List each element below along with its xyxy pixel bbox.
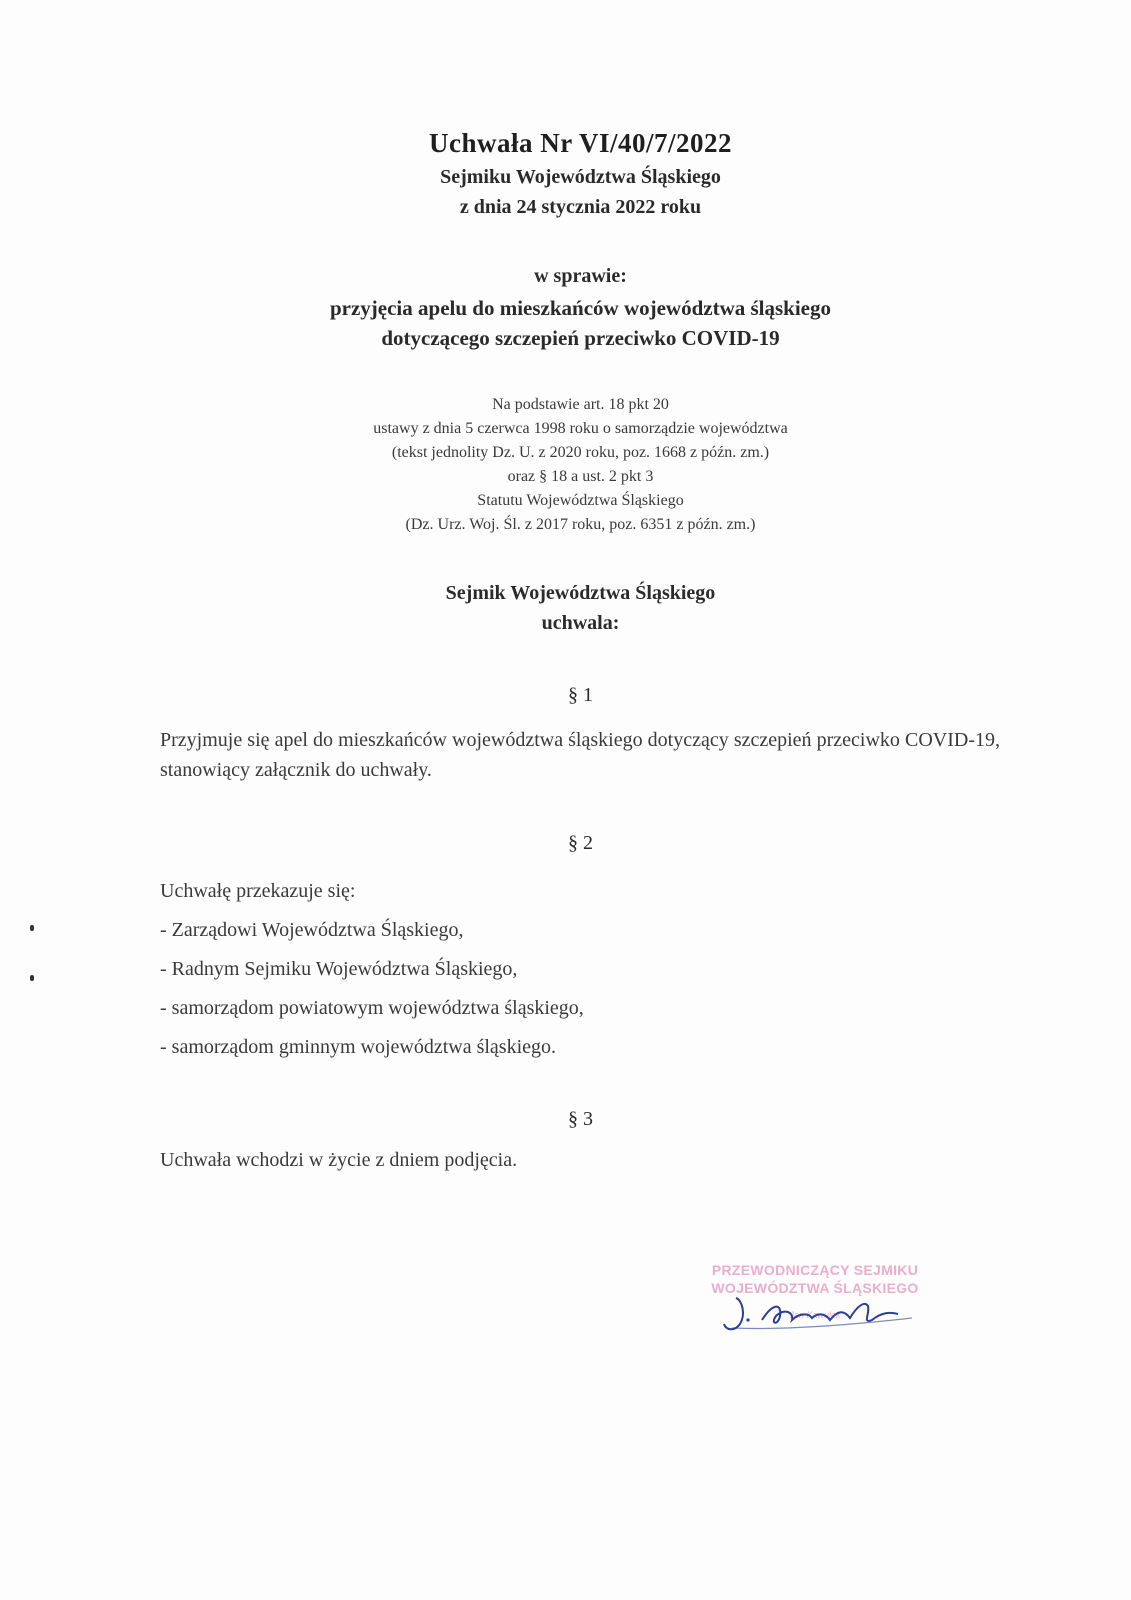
legal-basis-line: Statutu Województwa Śląskiego xyxy=(477,492,684,509)
subject-intro: w sprawie: xyxy=(534,265,627,287)
resolution-date: z dnia 24 stycznia 2022 roku xyxy=(459,196,702,218)
scan-mark xyxy=(30,975,34,981)
legal-basis-line: (tekst jednolity Dz. U. z 2020 roku, poz. 1668 z późn. zm.) xyxy=(391,444,770,461)
legal-basis-line: Na podstawie art. 18 pkt 20 xyxy=(492,396,669,413)
resolution-title: Uchwała Nr VI/40/7/2022 xyxy=(428,128,732,158)
recipient-item: - Zarządowi Województwa Śląskiego, xyxy=(160,919,464,941)
recipient-item: - Radnym Sejmiku Województwa Śląskiego, xyxy=(160,958,518,980)
resolution-issuer: Sejmiku Województwa Śląskiego xyxy=(440,166,721,188)
stamp-line-2: WOJEWÓDZTWA ŚLĄSKIEGO xyxy=(711,1280,919,1296)
section-2-intro: Uchwałę przekazuje się: xyxy=(160,880,356,902)
resolving-verb: uchwala: xyxy=(541,612,620,634)
recipient-item: - samorządom gminnym województwa śląskiego. xyxy=(160,1036,557,1058)
handwritten-signature xyxy=(722,1290,922,1340)
recipient-item: - samorządom powiatowym województwa śląskiego, xyxy=(160,997,584,1019)
subject-line-2: dotyczącego szczepień przeciwko COVID-19 xyxy=(381,326,780,350)
stamp-name: Jan Kawulok xyxy=(789,1310,841,1320)
subject-line-1: przyjęcia apelu do mieszkańców województwa śląskiego xyxy=(329,296,832,320)
stamp-line-1: PRZEWODNICZĄCY SEJMIKU xyxy=(711,1262,919,1278)
section-1-heading: § 1 xyxy=(568,684,593,706)
legal-basis-line: (Dz. Urz. Woj. Śl. z 2017 roku, poz. 6351 z późn. zm.) xyxy=(405,516,756,533)
legal-basis-line: ustawy z dnia 5 czerwca 1998 roku o samorządzie województwa xyxy=(373,420,788,437)
resolving-body: Sejmik Województwa Śląskiego xyxy=(445,582,716,604)
section-1-text: Przyjmuje się apel do mieszkańców województwa śląskiego dotyczący szczepień przeciwko COVID-19, stanowiący załącznik do uchwały. xyxy=(160,729,1000,781)
legal-basis-line: oraz § 18 a ust. 2 pkt 3 xyxy=(507,468,654,485)
section-3-text: Uchwała wchodzi w życie z dniem podjęcia. xyxy=(160,1149,518,1171)
section-3-heading: § 3 xyxy=(568,1108,593,1130)
section-2-body xyxy=(160,872,584,1067)
scan-mark xyxy=(30,925,34,931)
section-2-heading: § 2 xyxy=(568,832,593,854)
